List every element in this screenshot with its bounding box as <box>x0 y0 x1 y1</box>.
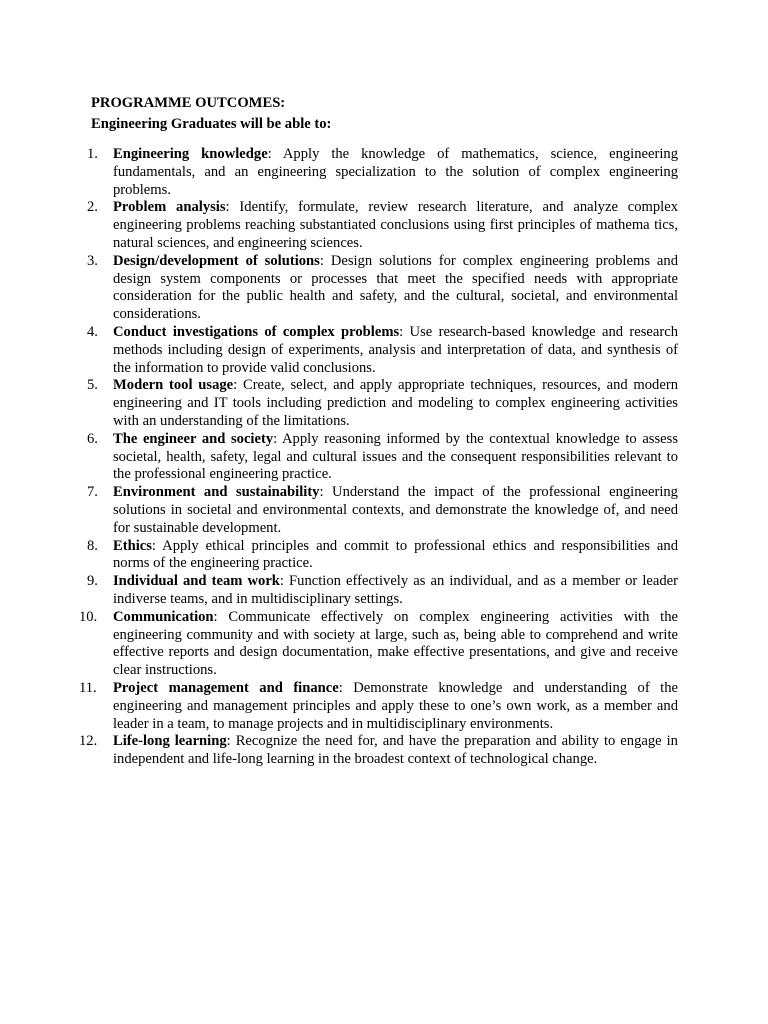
outcome-number: 12. <box>79 733 98 750</box>
outcome-number: 9. <box>87 573 98 590</box>
outcome-description: : Create, select, and apply appropriate techniques, resources, and modern engineering and IT tools including prediction and modeling to complex engineering activities with an understanding of the limitations. <box>113 377 678 429</box>
document-title: PROGRAMME OUTCOMES: <box>91 95 286 111</box>
outcome-term: Design/development of solutions <box>113 252 320 269</box>
outcome-description: : Recognize the need for, and have the preparation and ability to engage in independent and life-long learning in the broadest context of technological change. <box>113 733 678 768</box>
outcome-term: Conduct investigations of complex problems <box>113 323 400 340</box>
outcome-description: : Use research-based knowledge and research methods including design of experiments, analysis and interpretation of data, and synthesis of the information to provide valid conclusions. <box>113 323 678 376</box>
outcome-term: Problem analysis <box>113 199 226 216</box>
outcome-description: : Apply reasoning informed by the contextual knowledge to assess societal, health, safety, legal and cultural issues and the consequent responsibilities relevant to the professional engineering practice. <box>113 430 678 483</box>
outcome-item <box>0 431 768 484</box>
outcome-item <box>0 484 768 537</box>
outcome-item <box>0 146 768 199</box>
outcome-description: : Design solutions for complex engineering problems and design system components or processes that meet the specified needs with appropriate consideration for the public health and safety, and the cultural, societal, and environmental considerations. <box>113 252 678 323</box>
outcome-term: Project management and finance <box>113 679 339 696</box>
outcome-number: 1. <box>87 146 98 162</box>
outcome-description: : Communicate effectively on complex engineering activities with the engineering community and with society at large, such as, being able to comprehend and write effective reports and design documentation, make effective presentations, and give and receive clear instructions. <box>113 608 678 679</box>
outcome-item <box>0 324 768 377</box>
outcome-term: Modern tool usage <box>113 377 234 394</box>
outcomes-list <box>0 146 768 769</box>
outcome-item <box>0 538 768 574</box>
outcome-number: 4. <box>87 323 98 340</box>
outcome-number: 5. <box>87 377 98 394</box>
outcome-term: Individual and team work <box>113 573 280 590</box>
outcome-item <box>0 609 768 680</box>
outcome-description: : Understand the impact of the professional engineering solutions in societal and environmental contexts, and demonstrate the knowledge of, and need for sustainable development. <box>113 484 678 536</box>
outcome-number: 6. <box>87 430 98 447</box>
outcome-item <box>0 377 768 430</box>
outcome-number: 10. <box>79 608 98 625</box>
outcome-item <box>0 733 768 769</box>
outcome-term: The engineer and society <box>113 430 274 447</box>
outcome-term: Engineering knowledge <box>113 146 268 162</box>
outcome-term: Environment and sustainability <box>113 484 320 501</box>
outcome-description: : Apply the knowledge of mathematics, science, engineering fundamentals, and an engineering specialization to the solution of complex engineering problems. <box>113 146 678 198</box>
outcome-number: 8. <box>87 537 98 554</box>
outcome-number: 2. <box>87 199 98 216</box>
outcome-term: Ethics <box>113 537 152 554</box>
outcome-number: 11. <box>79 679 97 696</box>
document-subtitle: Engineering Graduates will be able to: <box>91 116 332 132</box>
outcome-item <box>0 199 768 252</box>
outcome-item <box>0 680 768 733</box>
outcome-number: 7. <box>87 484 98 501</box>
outcome-description: : Apply ethical principles and commit to professional ethics and responsibilities and norms of the engineering practice. <box>113 537 678 572</box>
outcome-description: : Identify, formulate, review research literature, and analyze complex engineering problems reaching substantiated conclusions using first principles of mathema tics, natural sciences, and engineering sciences. <box>113 199 679 251</box>
outcome-number: 3. <box>87 252 98 269</box>
outcome-term: Life-long learning <box>113 733 227 750</box>
outcome-description: : Demonstrate knowledge and understanding of the engineering and management principles and apply these to one’s own work, as a member and leader in a team, to manage projects and in multidisciplinary environments. <box>113 679 679 732</box>
outcome-description: : Function effectively as an individual, and as a member or leader indiverse teams, and in multidisciplinary settings. <box>113 573 679 607</box>
outcome-item <box>0 573 768 609</box>
outcome-term: Communication <box>113 608 214 625</box>
outcome-item <box>0 253 768 324</box>
